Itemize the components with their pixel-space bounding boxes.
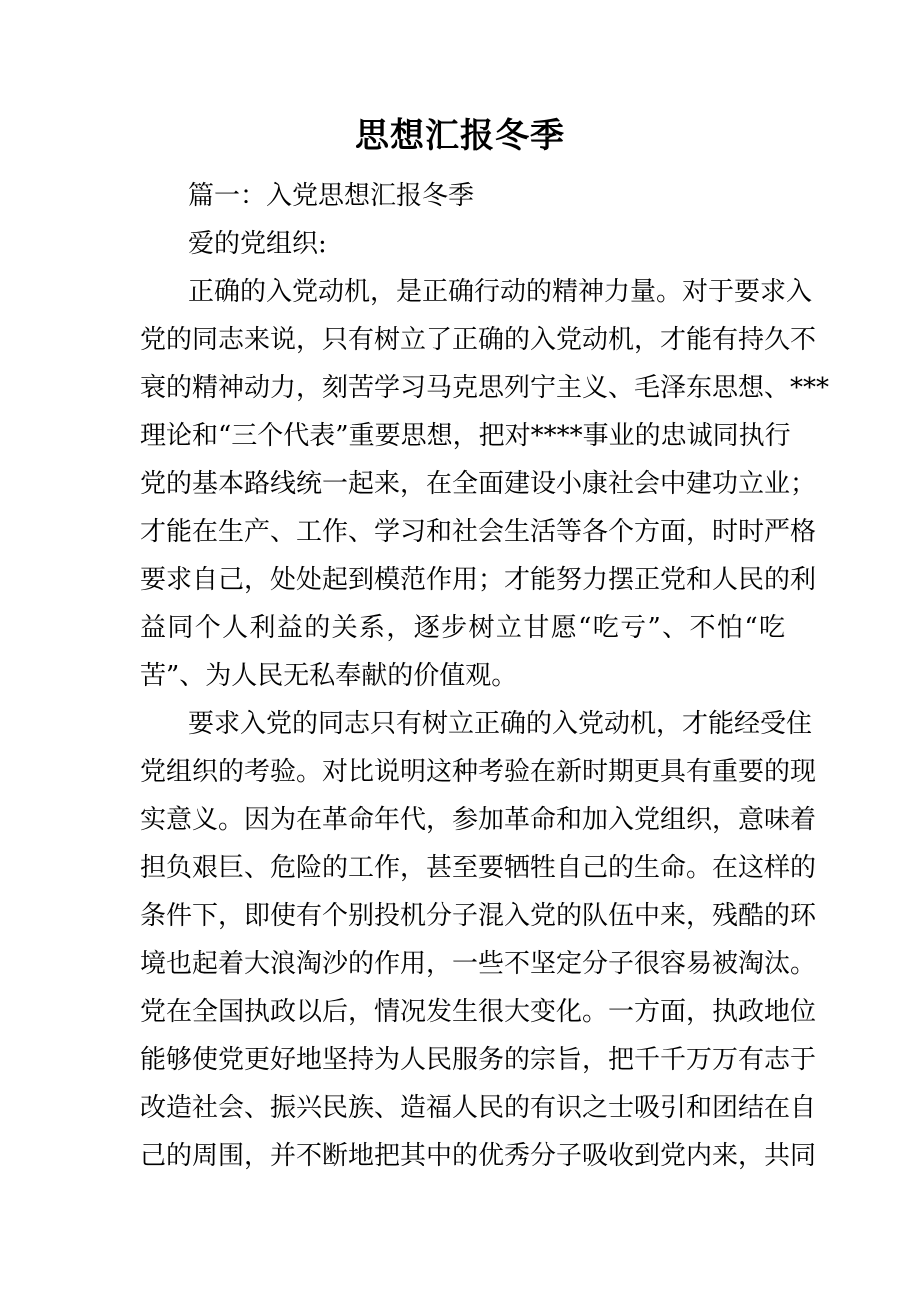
body-line: 条件下，即使有个别投机分子混入党的队伍中来，残酷的环 <box>140 901 817 931</box>
body-line: 爱的党组织: <box>188 229 327 259</box>
document-title: 思想汇报冬季 <box>355 116 565 156</box>
document-body <box>140 172 830 1180</box>
body-line: 苦”、为人民无私奉献的价值观。 <box>140 661 518 691</box>
body-line: 党的基本路线统一起来，在全面建设小康社会中建功立业； <box>140 469 817 499</box>
body-line: 才能在生产、工作、学习和社会生活等各个方面，时时严格 <box>140 517 817 547</box>
body-line: 篇一：入党思想汇报冬季 <box>188 181 475 211</box>
body-line: 要求自己，处处起到模范作用；才能努力摆正党和人民的利 <box>140 565 817 595</box>
body-line: 能够使党更好地坚持为人民服务的宗旨，把千千万万有志于 <box>140 1045 817 1075</box>
body-line: 党在全国执政以后，情况发生很大变化。一方面，执政地位 <box>140 997 817 1027</box>
body-line: 党的同志来说，只有树立了正确的入党动机，才能有持久不 <box>140 325 817 355</box>
body-line: 己的周围，并不断地把其中的优秀分子吸收到党内来，共同 <box>140 1141 817 1171</box>
body-line: 正确的入党动机，是正确行动的精神力量。对于要求入 <box>188 277 813 307</box>
body-line: 衰的精神动力，刻苦学习马克思列宁主义、毛泽东思想、*** <box>140 373 830 403</box>
body-line: 益同个人利益的关系，逐步树立甘愿“吃亏”、不怕“吃 <box>140 613 785 643</box>
body-line: 实意义。因为在革命年代，参加革命和加入党组织，意味着 <box>140 805 817 835</box>
body-line: 境也起着大浪淘沙的作用，一些不坚定分子很容易被淘汰。 <box>140 949 817 979</box>
body-line: 党组织的考验。对比说明这种考验在新时期更具有重要的现 <box>140 757 817 787</box>
body-line: 担负艰巨、危险的工作，甚至要牺牲自己的生命。在这样的 <box>140 853 817 883</box>
body-line: 要求入党的同志只有树立正确的入党动机，才能经受住 <box>188 709 813 739</box>
body-line: 改造社会、振兴民族、造福人民的有识之士吸引和团结在自 <box>140 1093 817 1123</box>
body-line: 理论和“三个代表”重要思想，把对****事业的忠诚同执行 <box>140 421 791 451</box>
